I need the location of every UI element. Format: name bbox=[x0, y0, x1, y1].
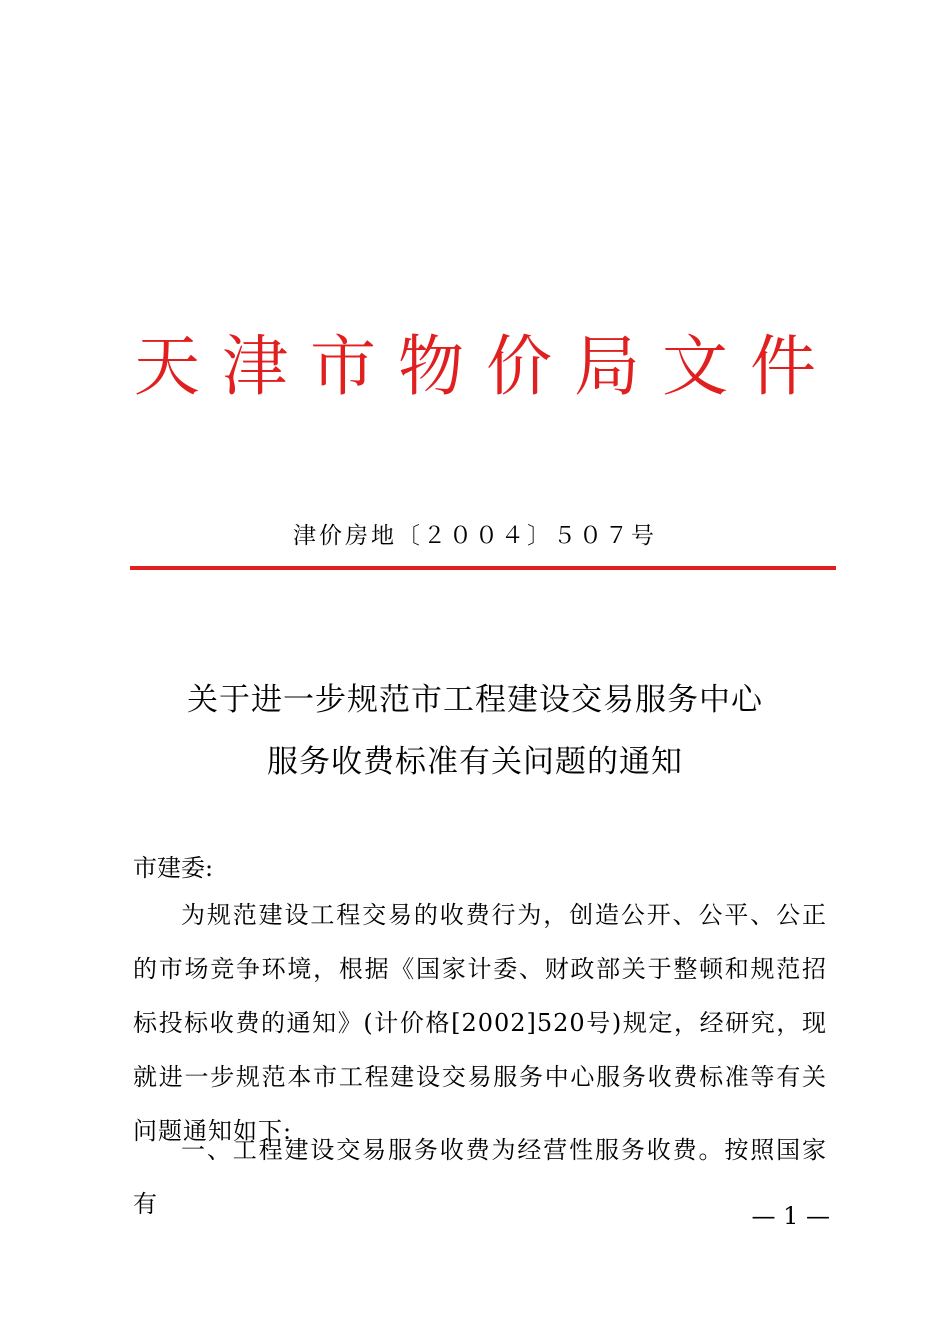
body-paragraph-2: 一、工程建设交易服务收费为经营性服务收费。按照国家有 bbox=[133, 1136, 827, 1218]
notice-title-line-2: 服务收费标准有关问题的通知 bbox=[267, 744, 683, 780]
document-number: 津价房地〔２００４〕５０７号 bbox=[293, 523, 657, 549]
page-number: — 1 — bbox=[751, 1202, 830, 1230]
salutation: 市建委: bbox=[133, 854, 214, 882]
body-paragraph-1: 为规范建设工程交易的收费行为，创造公开、公平、公正的市场竞争环境，根据《国家计委、财政部关于整顿和规范招标投标收费的通知》(计价格[2002]520号)规定，经研究，现就进一步规范本市工程建设交易服务中心服务收费标准等有关问题通知如下: bbox=[133, 901, 827, 1145]
red-divider-rule bbox=[130, 566, 836, 570]
notice-title-line-1: 关于进一步规范市工程建设交易服务中心 bbox=[187, 682, 763, 718]
masthead-title: 天津市物价局文件 bbox=[134, 328, 838, 405]
